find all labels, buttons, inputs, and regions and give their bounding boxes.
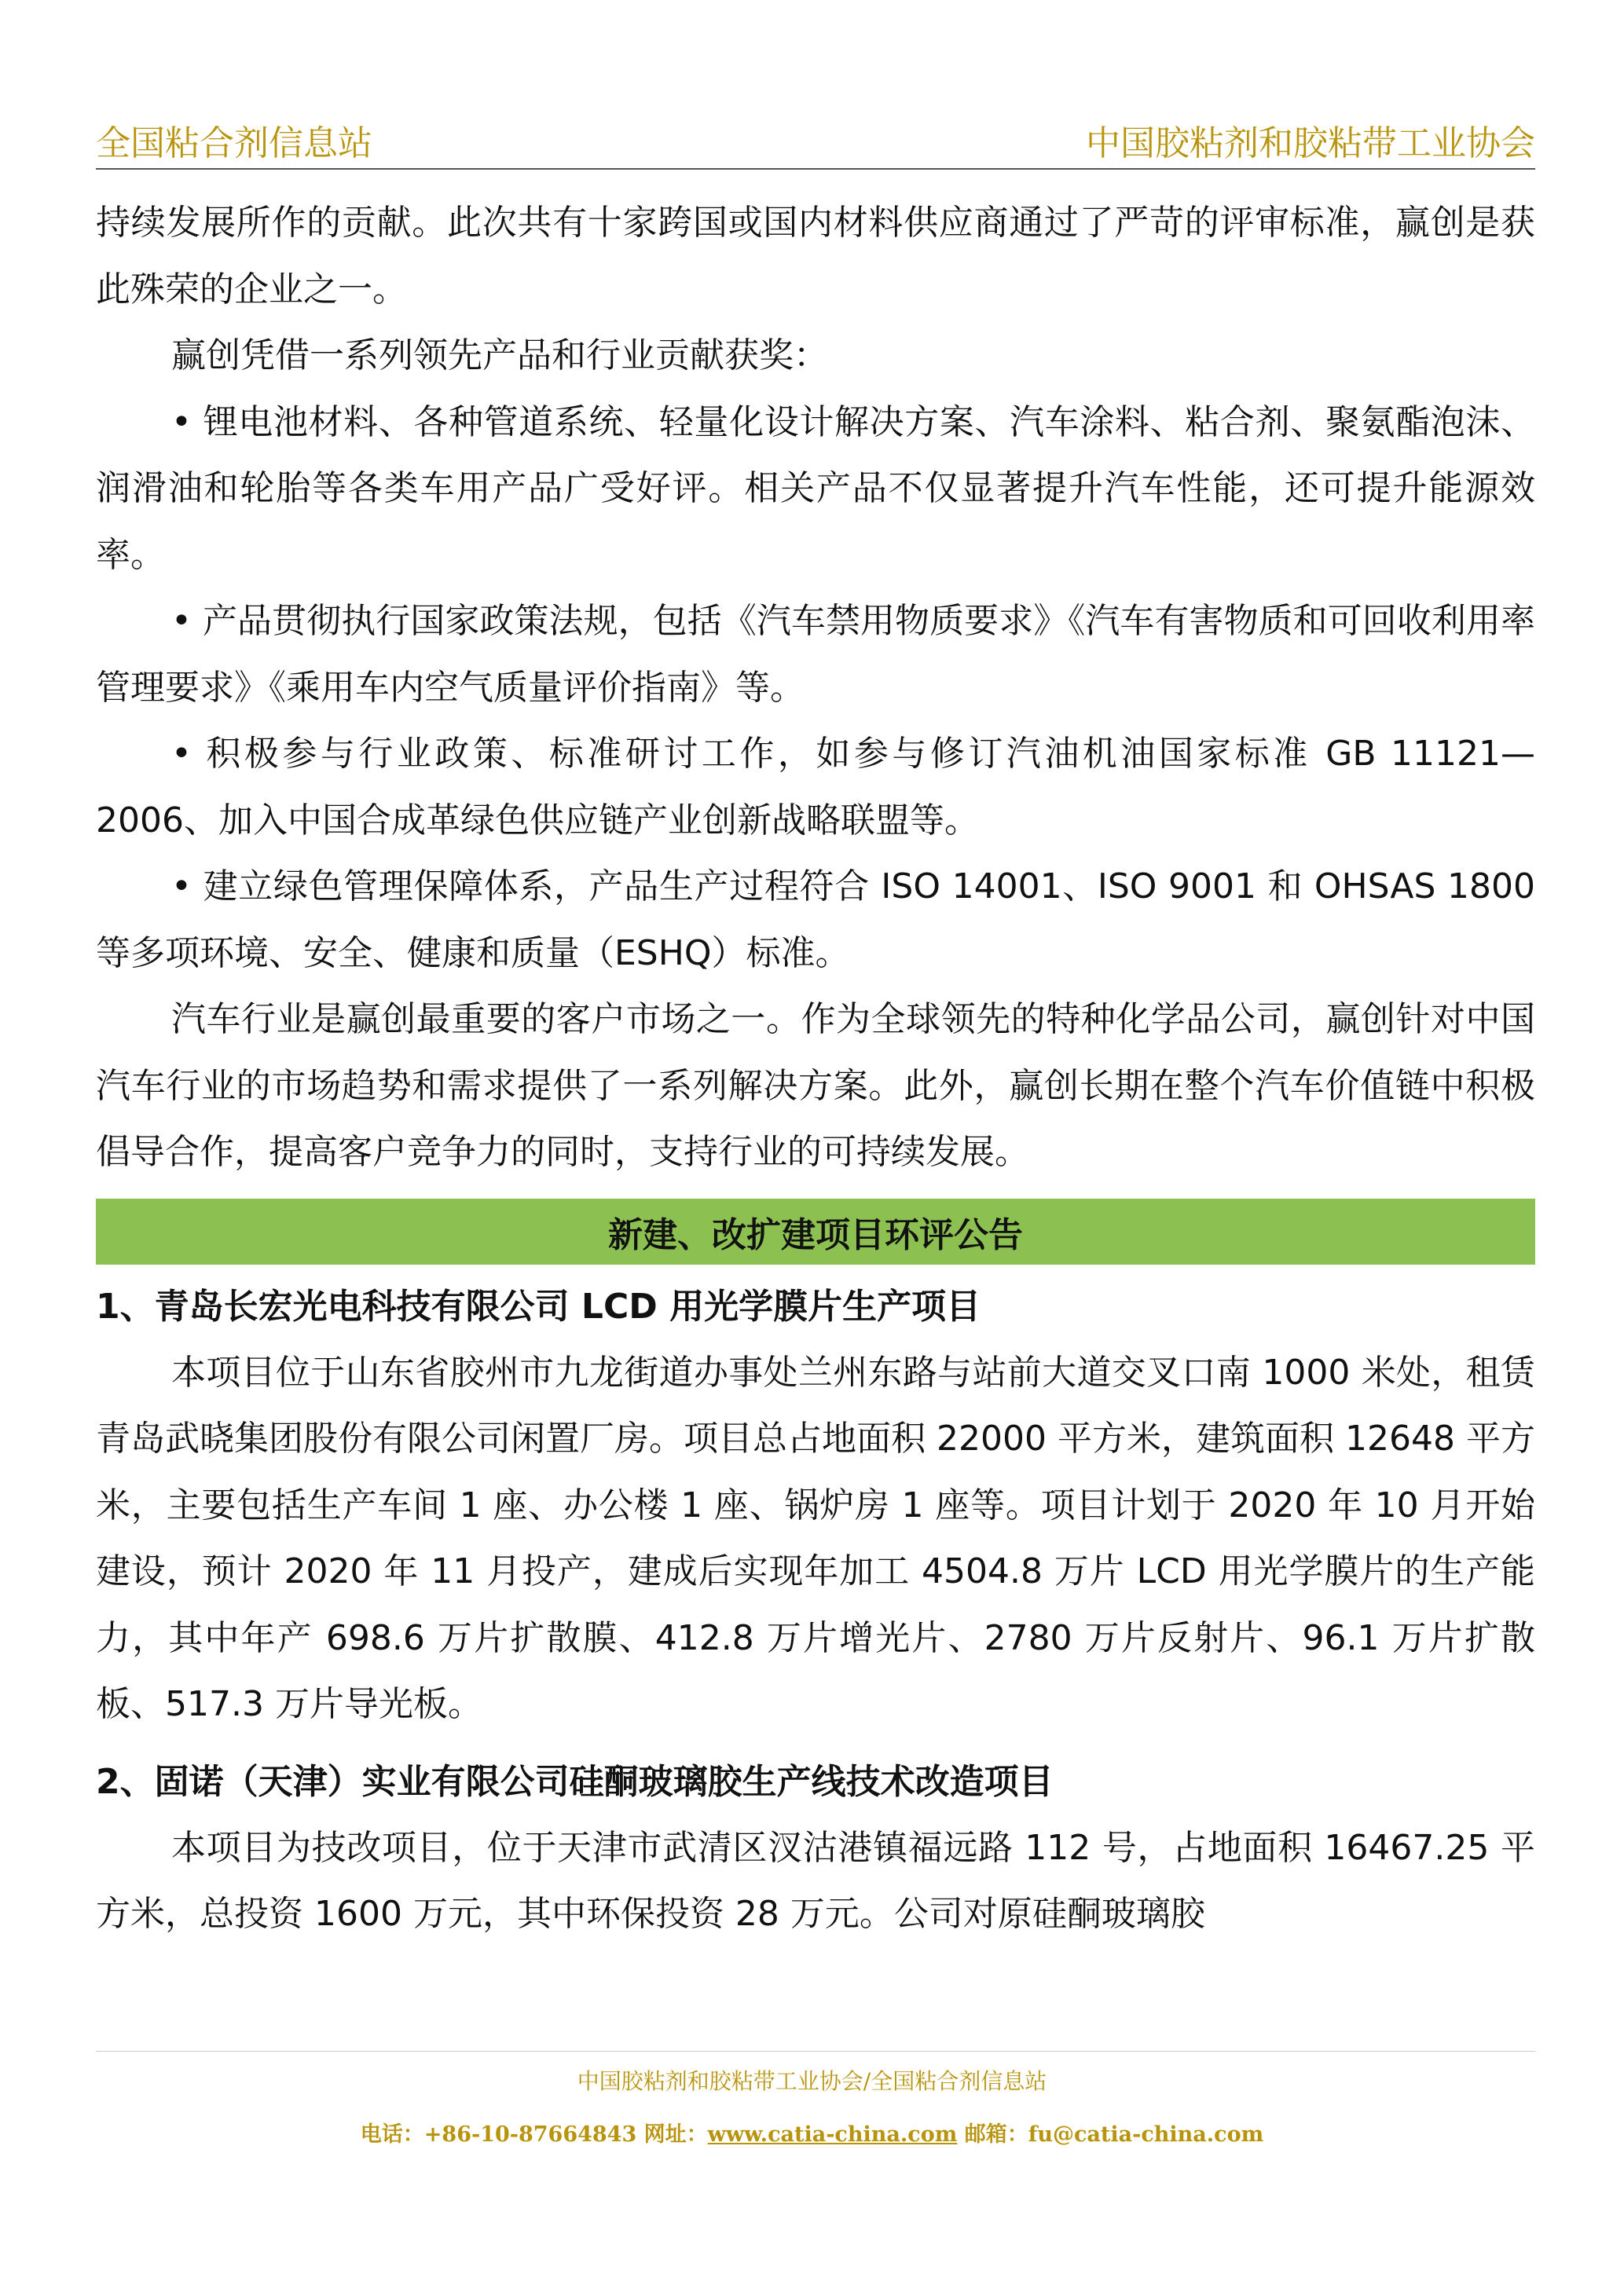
footer-organization: 中国胶粘剂和胶粘带工业协会/全国粘合剂信息站: [577, 2068, 1047, 2094]
project-description: 本项目为技改项目，位于天津市武清区汊沽港镇福远路 112 号，占地面积 16467.25 平方米，总投资 1600 万元，其中环保投资 28 万元。公司对原硅酮玻璃胶: [96, 1827, 1535, 1934]
main-content: [96, 190, 1535, 1948]
project-title: 2、固诺（天津）实业有限公司硅酮玻璃胶生产线技术改造项目: [96, 1761, 1054, 1802]
header-association-name: 中国胶粘剂和胶粘带工业协会: [1086, 123, 1535, 163]
footer-website-link[interactable]: www.catia-china.com: [707, 2122, 958, 2147]
footer-email: 邮箱：fu@catia-china.com: [957, 2122, 1264, 2147]
footer-phone: 电话：+86-10-87664843 网址：: [360, 2122, 708, 2147]
project-description: 本项目位于山东省胶州市九龙街道办事处兰州东路与站前大道交叉口南 1000 米处，租赁青岛武晓集团股份有限公司闲置厂房。项目总占地面积 22000 平方米，建筑面积 12648 平方米，主要包括生产车间 1 座、办公楼 1 座、锅炉房 1 座等。项目计划于 2020 年 10 月开始建设，预计 2020 年 11 月投产，建成后实现年加工 4504.8 万片 LCD 用光学膜片的生产能力，其中年产 698.6 万片扩散膜、412.8 万片增光片、2780 万片反射片、96.1 万片扩散板、517.3 万片导光板。: [96, 1352, 1535, 1724]
bullet-paragraph: • 建立绿色管理保障体系，产品生产过程符合 ISO 14001、ISO 9001 和 OHSAS 1800 等多项环境、安全、健康和质量（ESHQ）标准。: [96, 866, 1535, 973]
footer-divider: [96, 2051, 1535, 2052]
bullet-paragraph: • 产品贯彻执行国家政策法规，包括《汽车禁用物质要求》《汽车有害物质和可回收利用率管理要求》《乘用车内空气质量评价指南》等。: [96, 601, 1535, 708]
paragraph: 赢创凭借一系列领先产品和行业贡献获奖：: [171, 335, 828, 375]
paragraph: 汽车行业是赢创最重要的客户市场之一。作为全球领先的特种化学品公司，赢创针对中国汽车行业的市场趋势和需求提供了一系列解决方案。此外，赢创长期在整个汽车价值链中积极倡导合作，提高客户竞争力的同时，支持行业的可持续发展。: [96, 999, 1535, 1172]
page-header: [96, 116, 1535, 170]
bullet-paragraph: • 积极参与行业政策、标准研讨工作，如参与修订汽油机油国家标准 GB 11121—2006、加入中国合成革绿色供应链产业创新战略联盟等。: [96, 734, 1535, 840]
footer-contact: [0, 2117, 1624, 2148]
section-title: 新建、改扩建项目环评公告: [608, 1214, 1023, 1255]
section-banner: [96, 1199, 1535, 1265]
bullet-paragraph: • 锂电池材料、各种管道系统、轻量化设计解决方案、汽车涂料、粘合剂、聚氨酯泡沫、润滑油和轮胎等各类车用产品广受好评。相关产品不仅显著提升汽车性能，还可提升能源效率。: [96, 401, 1535, 575]
paragraph: 持续发展所作的贡献。此次共有十家跨国或国内材料供应商通过了严苛的评审标准，赢创是获此殊荣的企业之一。: [96, 203, 1535, 309]
project-title: 1、青岛长宏光电科技有限公司 LCD 用光学膜片生产项目: [96, 1286, 981, 1327]
header-site-name: 全国粘合剂信息站: [96, 123, 372, 163]
